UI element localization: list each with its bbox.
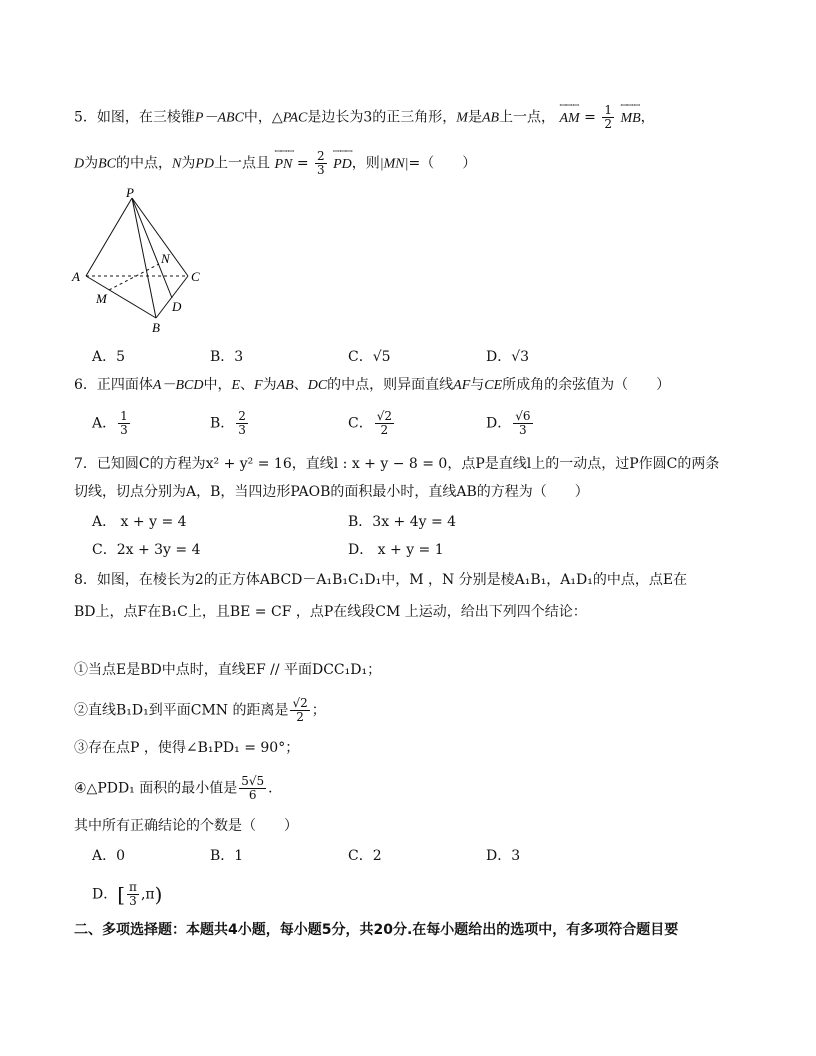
q8-conclusion-3: ③存在点P ，使得∠B₁PD₁ = 90°；: [74, 740, 300, 756]
section-2-heading: 二、多项选择题：本题共4小题，每小题5分，共20分.在每小题给出的选项中，有多项符合题目要: [74, 922, 679, 938]
pyramid-figure: [68, 188, 218, 338]
q6-text: 6．正四面体A－BCD中，E、F为AB、DC的中点，则异面直线AF与CE所成角的余弦值为（ ）: [74, 377, 671, 393]
fraction-two-thirds: $\frac{2}{3}$: [317, 149, 325, 177]
q5-option-b[interactable]: B．3: [210, 349, 244, 365]
vector-pd: ꟷꟷꟷ PD: [333, 146, 353, 172]
fraction-one-half: $\frac{1}{2}$: [604, 103, 612, 131]
label-D: D: [172, 299, 182, 314]
q8-conclusion-1: ①当点E是BD中点时，直线EF // 平面DCC₁D₁；: [74, 662, 382, 678]
vector-am: ꟷꟷꟷ AM: [559, 100, 580, 126]
q5-option-a[interactable]: A．5: [92, 349, 126, 365]
q6-option-b[interactable]: B． $\frac{2}{3}$: [210, 409, 246, 437]
q5-line1: 5．如图，在三棱锥P－ABC中，△PAC是边长为3的正三角形，M是AB上一点， ꟷꟷꟷ AM = $\frac{1}{2}$ ꟷꟷꟷ MB，: [74, 100, 655, 131]
q5-option-c[interactable]: C．√5: [348, 349, 391, 365]
q7-line2: 切线，切点分别为A，B，当四边形PAOB的面积最小时，直线AB的方程为（ ）: [74, 484, 589, 500]
vector-pn: ꟷꟷꟷ PN: [274, 146, 295, 172]
q8-line2: BD上，点F在B₁C上，且BE = CF ，点P在线段CM 上运动，给出下列四个结论：: [74, 604, 587, 620]
q7-line1: 7．已知圆C的方程为x² + y² = 16，直线l : x + y − 8 = 0，点P是直线l上的一动点，过P作圆C的两条: [74, 456, 720, 472]
q8-option-c[interactable]: C．2: [348, 848, 382, 864]
vector-mb: ꟷꟷꟷ MB: [620, 100, 641, 126]
q8-line1: 8．如图，在棱长为2的正方体ABCD－A₁B₁C₁D₁中，M ，N 分别是棱A₁B₁，A₁D₁的中点，点E在: [74, 572, 688, 588]
label-N: N: [161, 251, 170, 266]
q5-text: 5．如图，在三棱锥: [74, 109, 195, 126]
q8-option-b[interactable]: B．1: [210, 848, 244, 864]
label-A: A: [72, 269, 80, 284]
q5-line2: D为BC的中点，N为PD上一点且 ꟷꟷꟷ PN = $\frac{2}{3}$ ꟷꟷꟷ PD，则|MN|=（ ）: [74, 146, 477, 177]
label-C: C: [191, 269, 200, 284]
q8-option-d[interactable]: D．3: [486, 848, 521, 864]
label-M: M: [96, 291, 107, 306]
q8-conclusion-4: ④△PDD₁ 面积的最小值是 $\frac{5√5}{6}$ ．: [74, 774, 283, 802]
q6-option-c[interactable]: C． $\frac{√2}{2}$: [348, 409, 392, 437]
q6-option-a[interactable]: A． $\frac{1}{3}$: [92, 409, 128, 437]
q7-option-b[interactable]: B．3x + 4y = 4: [348, 514, 457, 530]
q6-option-d[interactable]: D． $\frac{√6}{3}$: [486, 409, 531, 437]
q7-option-c[interactable]: C．2x + 3y = 4: [92, 542, 201, 558]
q7-option-a[interactable]: A． x + y = 4: [92, 514, 187, 530]
q7-option-d[interactable]: D． x + y = 1: [348, 542, 444, 558]
q5-option-d[interactable]: D．√3: [486, 349, 530, 365]
label-B: B: [152, 320, 160, 335]
label-P: P: [126, 188, 134, 200]
q8-question: 其中所有正确结论的个数是（ ）: [74, 818, 298, 834]
q8-conclusion-2: ②直线B₁D₁到平面CMN 的距离是 $\frac{√2}{2}$ ；: [74, 696, 326, 724]
q8-extra-option[interactable]: D．[ $\frac{\pi}{3}$ ,π): [92, 880, 163, 908]
q8-option-a[interactable]: A．0: [92, 848, 126, 864]
